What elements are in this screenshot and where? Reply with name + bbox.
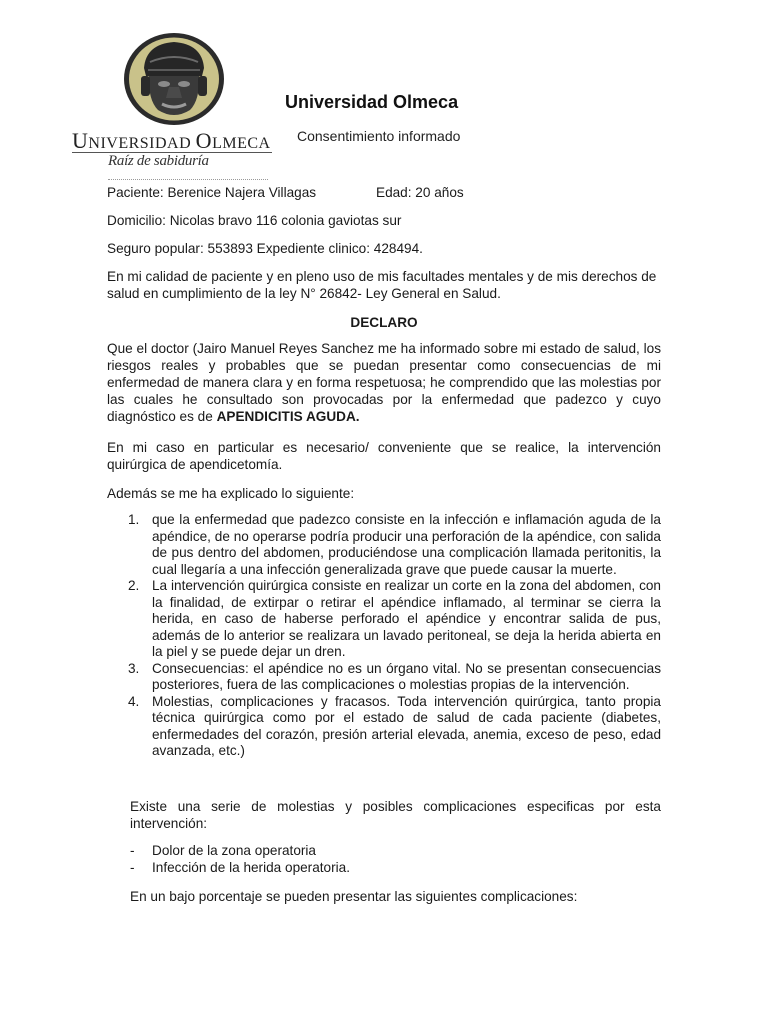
- list-item: - Infección de la herida operatoria.: [130, 859, 350, 875]
- document-title: Universidad Olmeca: [285, 92, 459, 112]
- patient-age: Edad: 20 años: [376, 185, 464, 200]
- document-subtitle: Consentimiento informado: [297, 128, 461, 144]
- declaro-heading: DECLARO: [350, 315, 418, 330]
- list-item: 4. Molestias, complicaciones y fracasos. Toda intervención quirúrgica, tanto propia técnica quirúrgica como por el estado de salud de cada paciente (diabetes, enfermedades del corazón, presión arterial elevada, anemia, exceso de peso, edad avanzada, etc.): [128, 693, 661, 758]
- doctor-paragraph-text: Que el doctor (Jairo Manuel Reyes Sanchez me ha informado sobre mi estado de salud, los riesgos reales y probables que se puedan presentar como consecuencias de mi enfermedad de manera clara y en forma respetuosa; he comprendido que las molestias por las cuales he consultado son provocadas por la enfermedad que padezco y cuyo diagnóstico es de: [107, 341, 661, 424]
- intro-paragraph: En mi calidad de paciente y en pleno uso de mis facultades mentales y de mis derechos de salud en cumplimiento de la ley N° 26842- Ley General en Salud.: [107, 269, 657, 301]
- logo-dotted-line: [108, 173, 268, 180]
- logo-tagline: Raíz de sabiduría: [108, 153, 209, 169]
- olmec-head-seal-icon: [122, 32, 226, 126]
- patient-name: Paciente: Berenice Najera Villagas: [107, 185, 317, 200]
- intervention-paragraph: En mi caso en particular es necesario/ conveniente que se realice, la intervención quirúrgica de apendicetomía.: [107, 440, 661, 472]
- logo-wordmark: UNIVERSIDAD OLMECA: [72, 128, 271, 153]
- patient-insurance: Seguro popular: 553893 Expediente clinico: 428494.: [107, 241, 423, 256]
- numbered-list: [107, 512, 661, 760]
- university-logo: [68, 32, 274, 182]
- complications-paragraph: Existe una serie de molestias y posibles complicaciones especificas por esta intervención:: [130, 799, 661, 831]
- list-item: 1. que la enfermedad que padezco consiste en la infección e inflamación aguda de la apéndice, de no operarse podría producir una perforación de la apéndice, con salida de pus dentro del abdomen, produciéndose una complicación llamada peritonitis, la cual llegaría a una infección generalizada grave que puede causar la muerte.: [128, 512, 661, 577]
- list-item: - Dolor de la zona operatoria: [130, 843, 316, 858]
- doctor-paragraph: [107, 340, 661, 425]
- low-percentage-paragraph: En un bajo porcentaje se pueden presentar las siguientes complicaciones:: [130, 889, 578, 904]
- explanation-paragraph: Además se me ha explicado lo siguiente:: [107, 486, 355, 501]
- list-item: 2. La intervención quirúrgica consiste en realizar un corte en la zona del abdomen, con la finalidad, de extirpar o retirar el apéndice inflamado, al terminar se cierra la herida, en caso de haberse perforado el apéndice y encontrar salida de pus, además de lo anterior se realizara un lavado peritoneal, se deja la herida abierta en la piel y se puede dejar un dren.: [128, 578, 661, 659]
- diagnosis: APENDICITIS AGUDA.: [216, 409, 360, 424]
- list-item: 3. Consecuencias: el apéndice no es un órgano vital. No se presentan consecuencias posteriores, fuera de las complicaciones o molestias propias de la intervención.: [128, 660, 661, 692]
- dash-list: [107, 843, 661, 876]
- patient-address: Domicilio: Nicolas bravo 116 colonia gaviotas sur: [107, 213, 402, 228]
